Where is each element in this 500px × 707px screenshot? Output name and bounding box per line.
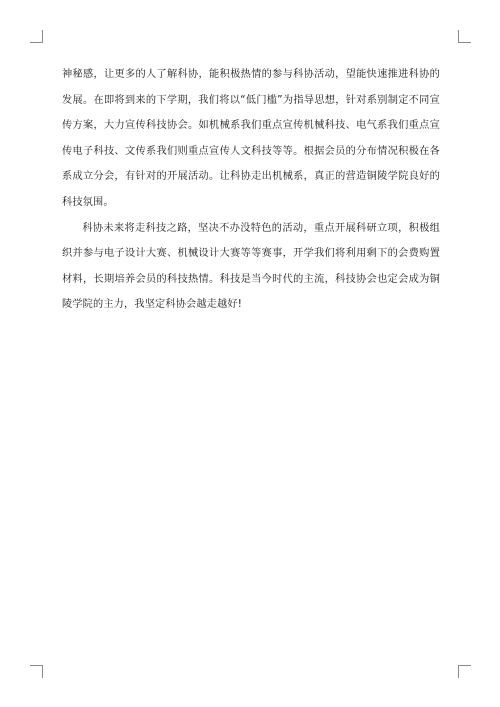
paragraph-future-plans: 科协未来将走科技之路，坚决不办没特色的活动，重点开展科研立项，积极组织并参与电子设计大赛、机械设计大赛等等赛事，开学我们将利用剩下的会费购置材料，长期培养会员的科技热情。科技是当今时代的主流，科技协会也定会成为铜陵学院的主力，我坚定科协会越走越好! (62, 222, 440, 311)
document-body (62, 62, 440, 318)
crop-mark-top-left (30, 30, 43, 43)
paragraph-continuation: 神秘感，让更多的人了解科协，能积极热情的参与科协活动，望能快速推进科协的发展。在即将到来的下学期，我们将以“低门槛”为指导思想，针对系别制定不同宣传方案，大力宣传科技协会。如机械系我们重点宣传机械科技、电气系我们重点宣传电子科技、文传系我们则重点宣传人文科技等等。根据会员的分布情况积极在各系成立分会，有针对的开展活动。让科协走出机械系，真正的营造铜陵学院良好的科技氛围。 (62, 69, 440, 208)
crop-mark-bottom-left (30, 665, 43, 678)
crop-mark-bottom-right (458, 665, 471, 678)
crop-mark-top-right (458, 30, 471, 43)
